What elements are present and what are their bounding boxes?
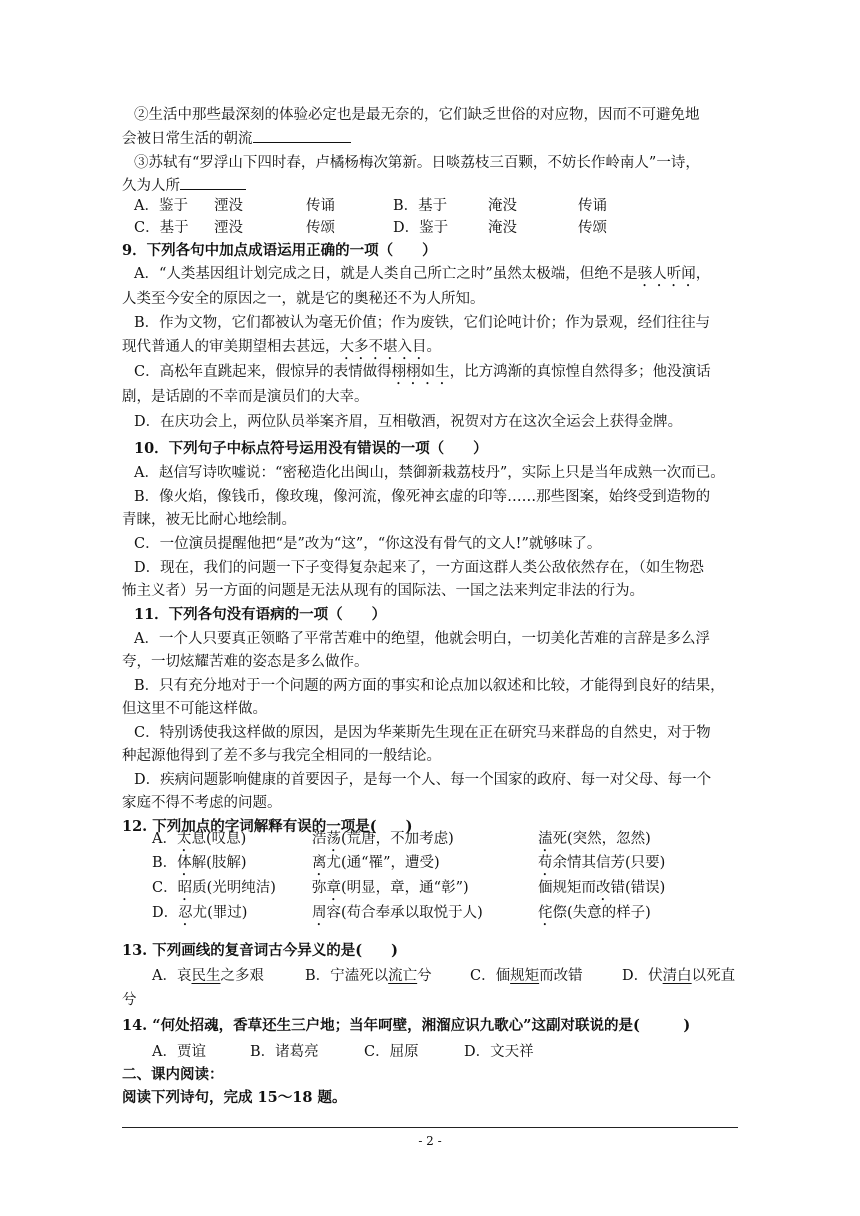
answer-blank <box>253 128 351 143</box>
page-number: - 2 - <box>418 1134 442 1148</box>
dotted-character: 溘 <box>538 831 553 847</box>
q12-option-cell: B．体解(肢解) <box>152 855 247 871</box>
q8-option: 淹没 <box>488 220 517 236</box>
section-2-heading: 二、课内阅读： <box>122 1066 224 1083</box>
dotted-character: 昭 <box>177 880 193 896</box>
dotted-character: 太 <box>176 831 192 847</box>
q8-option: B．基于 <box>393 198 448 214</box>
q11-option-d: D．疾病问题影响健康的首要因子，是每一个人、每一个国家的政府、每一对父母、每一个 <box>134 772 712 788</box>
q8-option: 湮没 <box>214 198 243 214</box>
q10-option-b-cont: 青睐，被无比耐心地绘制。 <box>122 512 296 528</box>
question-10-stem: 10．下列句子中标点符号运用没有错误的一项（ ） <box>134 440 488 457</box>
q8-sentence-3-line2: 久为人所 <box>122 175 246 197</box>
q11-option-b-cont: 但这里不可能这样做。 <box>122 701 267 717</box>
q9-option-a: A．“人类基因组计划完成之日，就是人类自己所亡之时”虽然太极端，但绝不是骇人听闻， <box>134 266 711 282</box>
q8-option: 湮没 <box>214 220 243 236</box>
q12-option-cell: 苟余情其信芳(只要) <box>538 855 666 871</box>
q12-option-cell: 侘傺(失意的样子) <box>538 905 651 921</box>
q13-option: C．偭规矩而改错 <box>470 968 583 984</box>
q10-option-b: B．像火焰，像钱币，像玫瑰，像河流，像死神玄虚的印等……那些图案，始终受到造物的 <box>134 489 711 505</box>
dotted-character: 体 <box>177 855 192 871</box>
q12-option-cell: 偭规矩而改错(错误) <box>538 880 666 896</box>
dotted-character: 改 <box>596 880 611 896</box>
q9-option-c: C．高松年直跳起来，假惊异的表情做得栩栩如生，比方鸿渐的真惊惶自然得多；他没演话 <box>134 364 711 380</box>
q8-sentence-2-line2: 会被日常生活的朝流 <box>122 128 351 150</box>
dotted-character: 苟 <box>538 855 553 871</box>
q9-option-a-cont: 人类至今安全的原因之一，就是它的奥秘还不为人所知。 <box>122 291 485 307</box>
q8-option: C．基于 <box>134 220 189 236</box>
footer-rule <box>122 1127 738 1128</box>
q10-option-a: A．赵信写诗吹嘘说：“密秘造化出闽山，禁御新栽荔枝丹”，实际上只是当年成熟一次而已。 <box>134 465 725 481</box>
section-2-instruction: 阅读下列诗句，完成 15～18 题。 <box>122 1089 347 1106</box>
question-14-stem: 14. “何处招魂，香草还生三户地；当年呵壁，湘溜应识九歌心”这副对联说的是( ) <box>122 1017 691 1034</box>
q8-option: 传诵 <box>306 198 335 214</box>
q12-option-cell: D．忍尤(罪过) <box>152 905 248 921</box>
dotted-phrase: 栩栩如生 <box>391 364 450 380</box>
q10-option-c: C．一位演员提醒他把“是”改为“这”，“你这没有骨气的文人!”就够味了。 <box>134 536 602 552</box>
question-13-stem: 13. 下列画线的复音词古今异义的是( ) <box>122 942 398 959</box>
q8-sentence-2-line1: ②生活中那些最深刻的体验必定也是最无奈的，它们缺乏世俗的对应物，因而不可避免地 <box>134 107 700 123</box>
q12-option-cell: 溘死(突然，忽然) <box>538 831 651 847</box>
q14-option: D．文天祥 <box>464 1044 534 1060</box>
q11-option-c: C．特别诱使我这样做的原因，是因为华莱斯先生现在正在研究马来群岛的自然史，对于物 <box>134 725 711 741</box>
dotted-character: 忍 <box>178 905 193 921</box>
underlined-word: 清白 <box>662 968 692 984</box>
answer-blank <box>180 175 246 190</box>
q8-option: A．鉴于 <box>134 198 188 214</box>
q14-option: C．屈原 <box>364 1044 419 1060</box>
q12-option-cell: A．太息(叹息) <box>152 831 247 847</box>
q10-option-d: D．现在，我们的问题一下子变得复杂起来了，一方面这群人类公敌依然存在，（如生物恐 <box>134 560 704 576</box>
q9-option-c-cont: 剧，是话剧的不幸而是演员们的大幸。 <box>122 389 369 405</box>
q12-option-cell: 浩荡(荒唐，不加考虑) <box>312 831 454 847</box>
q8-option: D．鉴于 <box>393 220 449 236</box>
question-12-stem: 12. 下列加点的字词解释有误的一项是( ) <box>122 818 413 835</box>
dotted-character: 章 <box>326 880 341 896</box>
q9-option-d: D．在庆功会上，两位队员举案齐眉，互相敬酒，祝贺对方在这次全运会上获得金牌。 <box>134 414 683 430</box>
underlined-word: 规矩 <box>510 968 540 984</box>
q8-sentence-3-line1: ③苏轼有“罗浮山下四时春，卢橘杨梅次第新。日啖荔枝三百颗，不妨长作岭南人”一诗， <box>134 155 700 171</box>
underlined-word: 流亡 <box>388 968 418 984</box>
q8-option: 传颂 <box>578 220 607 236</box>
q12-option-cell: 弥章(明显，章，通“彰”) <box>312 880 469 896</box>
q9-option-b: B．作为文物，它们都被认为毫无价值；作为废铁，它们论吨计价；作为景观，经们往往与 <box>134 315 711 331</box>
q8-option: 传颂 <box>306 220 335 236</box>
dotted-character: 周 <box>312 905 327 921</box>
q8-option: 传诵 <box>578 198 607 214</box>
q12-option-cell: 离尤(通“罹”，遭受) <box>312 855 440 871</box>
dotted-character: 离 <box>312 855 327 871</box>
question-9-stem: 9．下列各句中加点成语运用正确的一项（ ） <box>122 242 437 259</box>
q11-option-a: A．一个人只要真正领略了平常苦难中的绝望，他就会明白，一切美化苦难的言辞是多么浮 <box>134 631 710 647</box>
q10-option-d-cont: 怖主义者）另一方面的问题是无法从现有的国际法、一国之法来判定非法的行为。 <box>122 583 644 599</box>
q8-option: 淹没 <box>488 198 517 214</box>
dotted-character: 荡 <box>326 831 341 847</box>
q13-option: D．伏清白以死直 <box>622 968 736 984</box>
q13-option: A．哀民生之多艰 <box>152 968 264 984</box>
q12-option-cell: C．昭质(光明纯洁) <box>152 880 276 896</box>
q11-option-a-cont: 夸，一切炫耀苦难的姿态是多么做作。 <box>122 654 369 670</box>
q14-option: B．诸葛亮 <box>250 1044 319 1060</box>
underlined-word: 民生 <box>191 968 221 984</box>
q11-option-b: B．只有充分地对于一个问题的两方面的事实和论点加以叙述和比较，才能得到良好的结果， <box>134 678 725 694</box>
q9-option-b-cont: 现代普通人的审美期望相去甚远，大多不堪入目。 <box>122 339 441 355</box>
question-11-stem: 11．下列各句没有语病的一项（ ） <box>134 606 387 623</box>
dotted-phrase: 大多不堪入目 <box>339 339 427 355</box>
q13-option: B．宁溘死以流亡兮 <box>305 968 432 984</box>
dotted-character: 侘 <box>538 905 553 921</box>
q11-option-d-cont: 家庭不得不考虑的问题。 <box>122 795 282 811</box>
q13-option-d-wrap: 兮 <box>122 992 137 1008</box>
q11-option-c-cont: 种起源他得到了差不多与我完全相同的一般结论。 <box>122 748 441 764</box>
q14-option: A．贾谊 <box>152 1044 206 1060</box>
dotted-phrase: 骇人听闻 <box>637 266 696 282</box>
q12-option-cell: 周容(苟合奉承以取悦于人) <box>312 905 483 921</box>
